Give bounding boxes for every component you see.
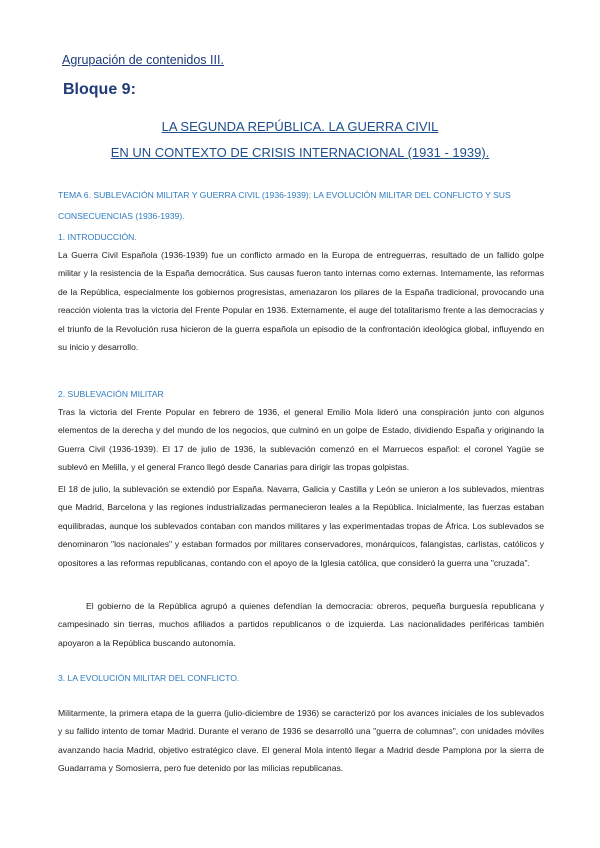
bloque-heading: Bloque 9: xyxy=(63,81,136,98)
sublevacion-paragraph-2: El 18 de julio, la sublevación se extendió por España. Navarra, Galicia y Castilla y León se unieron a los sublevados, mientras que Madrid, Barcelona y las regiones industrializadas permanecieron leales a la República. Inicialmente, las fuerzas estaban equilibradas, aunque los sublevados contaban con mandos militares y las experimentadas tropas de África. Los sublevados se denominaron "los nacionales" y estaban formados por militares conservadores, monárquicos, falangistas, carlistas, católicos y opositores a las reformas republicanas, contando con el apoyo de la Iglesia católica, que consideró la guerra una "cruzada". xyxy=(58,484,544,568)
group-heading: Agrupación de contenidos III. xyxy=(62,53,224,67)
main-title-line2: EN UN CONTEXTO DE CRISIS INTERNACIONAL (1931 - 1939). xyxy=(110,145,490,160)
sublevacion-heading: 2. SUBLEVACIÓN MILITAR xyxy=(58,389,164,399)
evolucion-paragraph-1: Militarmente, la primera etapa de la guerra (julio-diciembre de 1936) se caracterizó por los avances iniciales de los sublevados y su fallido intento de tomar Madrid. Durante el verano de 1936 se desarrolló una "guerra de columnas", con unidades móviles avanzando hacia Madrid, objetivo estratégico clave. El general Mola intentó llegar a Madrid desde Pamplona por la sierra de Guadarrama y Somosierra, pero fue detenido por las milicias republicanas. xyxy=(58,708,544,774)
intro-heading: 1. INTRODUCCIÓN. xyxy=(58,232,137,242)
tema-heading: TEMA 6. SUBLEVACIÓN MILITAR Y GUERRA CIVIL (1936-1939): LA EVOLUCIÓN MILITAR DEL CONFLICTO Y SUS CONSECUENCIAS (1936-1939). xyxy=(58,190,511,221)
intro-paragraph: La Guerra Civil Española (1936-1939) fue un conflicto armado en la Europa de entreguerras, resultado de un fallido golpe militar y la resistencia de la España democrática. Sus causas fueron tanto internas como externas. Internamente, las reformas de la República, especialmente los gobiernos progresistas, amenazaron los pilares de la España tradicional, provocando una reacción violenta tras la victoria del Frente Popular en 1936. Externamente, el auge del totalitarismo frente a las democracias y el triunfo de la Revolución rusa hicieron de la guerra española un episodio de la confrontación ideológica global, influyendo en su inicio y desarrollo. xyxy=(58,250,544,353)
evolucion-heading: 3. LA EVOLUCIÓN MILITAR DEL CONFLICTO. xyxy=(58,673,240,683)
sublevacion-paragraph-3: El gobierno de la República agrupó a quienes defendían la democracia: obreros, pequeña burguesía republicana y campesinado sin tierras, muchos afiliados a partidos republicanos o de izquierda. Las nacionalidades periféricas también apoyaron a la República buscando autonomía. xyxy=(58,601,544,648)
sublevacion-paragraph-1: Tras la victoria del Frente Popular en febrero de 1936, el general Emilio Mola lideró una conspiración junto con algunos elementos de la derecha y del mundo de los negocios, que culminó en un golpe de Estado, dividiendo España y originando la Guerra Civil (1936-1939). El 17 de julio de 1936, la sublevación comenzó en el Marruecos español: el coronel Yagüe se sublevó en Melilla, y el general Franco llegó desde Canarias para dirigir las tropas golpistas. xyxy=(58,407,544,473)
main-title-line1: LA SEGUNDA REPÚBLICA. LA GUERRA CIVIL xyxy=(161,119,439,134)
